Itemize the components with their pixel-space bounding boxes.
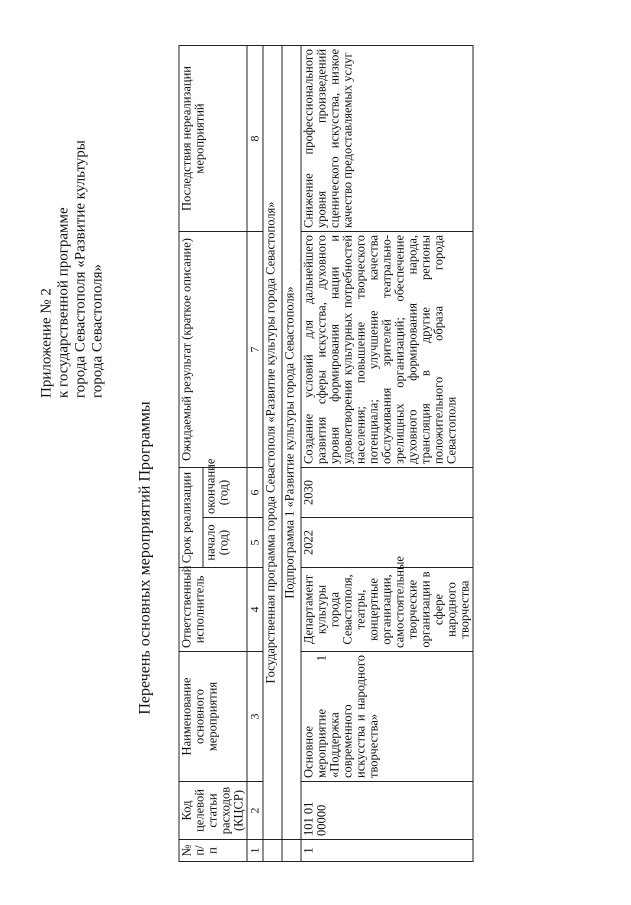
appendix-line: города Севастополя»: [89, 263, 105, 398]
table-row: [301, 45, 473, 861]
appendix-header: [38, 48, 106, 398]
subprogram-row: [282, 45, 301, 861]
column-number: 4: [247, 567, 263, 651]
row-code: 101 01 00000: [301, 781, 473, 839]
header-end: окончание (год): [203, 467, 247, 517]
header-start: начало (год): [203, 517, 247, 567]
header-executor: Ответственный исполнитель: [179, 567, 247, 651]
rotated-document-page: [38, 38, 593, 868]
column-number: 2: [247, 781, 263, 839]
row-start: 2022: [301, 517, 473, 567]
column-number: 8: [247, 45, 263, 231]
header-result: Ожидаемый результат (краткое описание): [179, 231, 247, 467]
appendix-line: города Севастополя «Развитие культуры: [72, 139, 88, 398]
column-number: 5: [247, 517, 263, 567]
header-name: Наименование основного мероприятия: [179, 651, 247, 781]
column-number: 6: [247, 467, 263, 517]
header-period: Срок реализации: [179, 467, 203, 567]
row-executor: Департамент культуры города Севастополя, театры, концертные организации, самостоятельные творческие организации в сфере народного творчества: [301, 567, 473, 651]
row-name: Основное мероприятие 1 «Поддержка современного искусства и народного творчества»: [301, 651, 473, 781]
appendix-line: Приложение № 2: [38, 287, 54, 398]
header-num: № п/п: [179, 839, 247, 861]
row-end: 2030: [301, 467, 473, 517]
row-consequences: Снижение профессионального уровня произведений сценического искусства, низкое качество предоставляемых услуг: [301, 45, 473, 231]
header-code: Код целевой статьи расходов (КЦСР): [179, 781, 247, 839]
subprogram-row-empty: [282, 839, 301, 861]
document-title: Перечень основных мероприятий Программы: [136, 400, 153, 715]
activities-table: [178, 44, 473, 861]
program-row-title: Государственная программа города Севастополя «Развитие культуры города Севастополя»: [263, 45, 282, 839]
column-number: 3: [247, 651, 263, 781]
column-number: 1: [247, 839, 263, 861]
column-number-row: [247, 45, 263, 861]
program-row: [263, 45, 282, 861]
appendix-line: к государственной программе: [55, 206, 71, 398]
header-consequences: Последствия нереализации мероприятий: [179, 45, 247, 231]
column-number: 7: [247, 231, 263, 467]
row-result: Создание условий для дальнейшего развития сферы искусства, духовного уровня формирования нации и удовлетворения культурных потребностей населения; повышение творческого потенциала; улучшение качества обслуживания зрителей театрально-зрелищных организаций; обеспечение духовного формирования народа, трансляция в другие регионы положительного образа города Севастополя: [301, 231, 473, 467]
row-num: 1: [301, 839, 473, 861]
subprogram-row-title: Подпрограмма 1 «Развитие культуры города Севастополя»: [282, 45, 301, 839]
program-row-empty: [263, 839, 282, 861]
